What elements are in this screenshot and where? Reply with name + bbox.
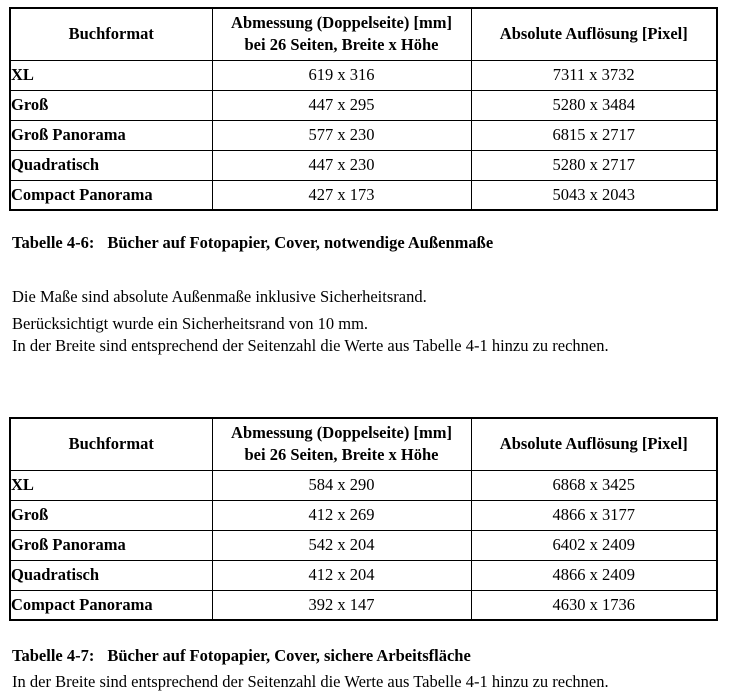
- note-text: Berücksichtigt wurde ein Sicherheitsrand von 10 mm.: [12, 314, 369, 333]
- table-row: [10, 560, 717, 590]
- dimensions-cell: 447 x 230: [212, 150, 471, 180]
- resolution-cell: 6815 x 2717: [471, 120, 717, 150]
- table-caption-4-6: [12, 233, 493, 253]
- table-row: [10, 90, 717, 120]
- dimensions-cell: 584 x 290: [212, 470, 471, 500]
- format-cell: XL: [10, 470, 212, 500]
- caption-title: Bücher auf Fotopapier, Cover, sichere Arbeitsfläche: [107, 646, 471, 665]
- caption-label: Tabelle 4-7:: [12, 646, 95, 665]
- table-row: [10, 500, 717, 530]
- dimensions-cell: 412 x 269: [212, 500, 471, 530]
- table-caption-4-7: [12, 646, 471, 666]
- table-row: [10, 120, 717, 150]
- format-cell: XL: [10, 60, 212, 90]
- table-4-7: [9, 417, 718, 621]
- column-header-aufloesung: Absolute Auflösung [Pixel]: [471, 418, 717, 470]
- resolution-cell: 7311 x 3732: [471, 60, 717, 90]
- format-cell: Quadratisch: [10, 560, 212, 590]
- table-row: [10, 470, 717, 500]
- caption-label: Tabelle 4-6:: [12, 233, 95, 252]
- format-cell: Groß Panorama: [10, 530, 212, 560]
- column-header-aufloesung: Absolute Auflösung [Pixel]: [471, 8, 717, 60]
- dimensions-cell: 392 x 147: [212, 590, 471, 620]
- column-header-abmessung: [212, 418, 471, 470]
- column-header-buchformat: Buchformat: [10, 418, 212, 470]
- note-text: Die Maße sind absolute Außenmaße inklusive Sicherheitsrand.: [12, 287, 427, 306]
- note-text: In der Breite sind entsprechend der Seitenzahl die Werte aus Tabelle 4-1 hinzu zu rechnen.: [12, 672, 609, 691]
- format-cell: Compact Panorama: [10, 590, 212, 620]
- caption-title: Bücher auf Fotopapier, Cover, notwendige Außenmaße: [107, 233, 494, 252]
- table-4-7-header-row: [10, 418, 717, 470]
- dimensions-cell: 447 x 295: [212, 90, 471, 120]
- column-header-buchformat: Buchformat: [10, 8, 212, 60]
- dimensions-cell: 427 x 173: [212, 180, 471, 210]
- table-row: [10, 530, 717, 560]
- format-cell: Groß Panorama: [10, 120, 212, 150]
- format-cell: Quadratisch: [10, 150, 212, 180]
- table-row: [10, 180, 717, 210]
- format-cell: Groß: [10, 90, 212, 120]
- column-header-abmessung-line2: bei 26 Seiten, Breite x Höhe: [244, 35, 439, 55]
- dimensions-cell: 412 x 204: [212, 560, 471, 590]
- table-row: [10, 590, 717, 620]
- column-header-abmessung-line2: bei 26 Seiten, Breite x Höhe: [244, 445, 439, 465]
- column-header-abmessung-line1: Abmessung (Doppelseite) [mm]: [231, 423, 452, 443]
- format-cell: Compact Panorama: [10, 180, 212, 210]
- resolution-cell: 4866 x 3177: [471, 500, 717, 530]
- column-header-abmessung-line1: Abmessung (Doppelseite) [mm]: [231, 13, 452, 33]
- resolution-cell: 5043 x 2043: [471, 180, 717, 210]
- resolution-cell: 6868 x 3425: [471, 470, 717, 500]
- resolution-cell: 5280 x 2717: [471, 150, 717, 180]
- table-row: [10, 150, 717, 180]
- resolution-cell: 4630 x 1736: [471, 590, 717, 620]
- table-4-6-header-row: [10, 8, 717, 60]
- dimensions-cell: 577 x 230: [212, 120, 471, 150]
- dimensions-cell: 619 x 316: [212, 60, 471, 90]
- dimensions-cell: 542 x 204: [212, 530, 471, 560]
- column-header-abmessung: [212, 8, 471, 60]
- format-cell: Groß: [10, 500, 212, 530]
- resolution-cell: 6402 x 2409: [471, 530, 717, 560]
- resolution-cell: 4866 x 2409: [471, 560, 717, 590]
- note-text: In der Breite sind entsprechend der Seitenzahl die Werte aus Tabelle 4-1 hinzu zu rechnen.: [12, 336, 609, 355]
- table-row: [10, 60, 717, 90]
- resolution-cell: 5280 x 3484: [471, 90, 717, 120]
- table-4-6: [9, 7, 718, 211]
